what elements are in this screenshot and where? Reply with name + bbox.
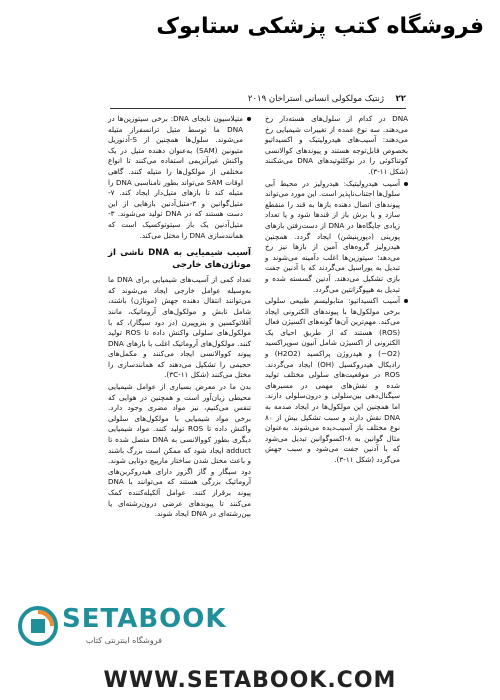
- setabook-logo: [18, 604, 227, 652]
- website-url[interactable]: WWW.SETABOOK.COM: [103, 668, 397, 693]
- bullet-item: متیلاسیون نابجای DNA: برخی سیتوزین‌ها در DNA ما توسط متیل ترانسفراز متیله می‌شوند. سلول‌ها همچنین از S-آدنوزیل متیونین (SAM) به‌عنوان دهنده متیل در یک واکنش غیرآنزیمی استفاده می‌کنند تا انواع مختلفی از مولکول‌ها را متیله کنند. گاهی اوقات SAM می‌تواند بطور نامناسبی DNA را متیله کند تا بازهای متیل‌دار ایجاد کند. ۷-متیل‌گوانین و ۳-متیل‌آدنین بازهایی از این دست هستند که در DNA تولید می‌شوند. ۳-متیل‌آدنین یک باز سیتوتوکسیک است که همانندسازی DNA را مختل می‌کند.: [108, 114, 251, 241]
- store-title: فروشگاه کتب پزشکی ستابوک: [156, 14, 484, 39]
- bullet-item: آسیب هیدرولیتیک: هیدرولیز در محیط آبی سلول‌ها اجتناب‌ناپذیر است. این مورد می‌تواند پیوندهای اتصال دهنده بازها به قند را منقطع سازد و یا برش باز از قندها شود و یا تعداد زیادی جایگاه‌ها در DNA از دست‌رفتن بازهای پورینی (دپورینیشن) ایجاد گردد. همچنین هیدرولیز گروه‌های آمین از بازها نیز رخ می‌دهد؛ سیتوزین‌ها اغلب دآمینه می‌شوند و تبدیل به یوراسیل می‌گردند که با آدنین جفت بازی تشکیل می‌دهند. آدنین گسسته شده و تبدیل به هیپوگزانتین می‌گردد.: [265, 179, 408, 296]
- top-banner: [0, 0, 500, 52]
- page-body: [108, 114, 408, 564]
- bullet-item: آسیب اکسیداتیو: متابولیسم طبیعی سلولی برخی مولکول‌ها با پیوندهای الکترونی ایجاد می‌کند. مهم‌ترین آن‌ها گونه‌های اکسیژن فعال (ROS) هستند که از طریق احیای یک الکترونی از اکسیژن شامل آنیون سوپراکسید (O2−) و هیدروژن پراکسید (H2O2) و رادیکال هیدروکسیل (OH) ایجاد می‌گردند. ROS در موقعیت‌های سلولی مختلف تولید شده و نقش‌های مهمی در مسیرهای سیگنال‌دهی بین‌سلولی و درون‌سلولی دارند. اما همچنین این مولکول‌ها در ایجاد صدمه به DNA نقش دارند و سبب تشکیل بیش از ۸۰ نوع مختلف باز آسیب‌دیده می‌شوند. به‌عنوان مثال گوانین به ۸-اکسوگوانین تبدیل می‌شود که با آدنین جفت می‌شود و سبب جهش می‌گردد (شکل ۱۱-۳).: [265, 296, 408, 466]
- logo-tagline: فروشگاه اینترنتی کتاب: [85, 636, 162, 645]
- paragraph: بدن ما در معرض بسیاری از عوامل شیمیایی محیطی زیان‌آور است و همچنین در هوایی که تنفس می‌کنیم، نیز مواد مضری وجود دارد. برخی مواد شیمیایی با مولکول‌های سلولی واکنش داده تا ROS تولید کنند. مواد شیمیایی دیگری بطور کووالانسی به DNA متصل شده تا adduct ایجاد شود که ممکن است بزرگ باشند و باعث مختل شدن ساختار مارپیچ دوتایی شوند. دود سیگار و گاز اگزوز دارای هیدروکربن‌های آروماتیک بزرگی هستند که می‌توانند با DNA پیوند برقرار کنند. عوامل آلکیله‌کننده کمک می‌کنند تا پیوندهای عرضی درون‌رشته‌ای یا بین‌رشته‌ای در DNA ایجاد شوند.: [108, 382, 251, 519]
- book-title: ژنتیک مولکولی انسانی استراخان ۲۰۱۹: [247, 94, 384, 104]
- right-column: [265, 114, 408, 467]
- section-heading: آسیب شیمیایی به DNA ناشی از موتاژن‌های خارجی: [108, 248, 251, 271]
- running-head: [110, 94, 406, 109]
- left-column: [108, 114, 251, 521]
- paragraph: تعداد کمی از آسیب‌های شیمیایی برای DNA ما به‌وسیله عوامل خارجی ایجاد می‌شوند که می‌توانند انتقال دهنده جهش (موتاژن) باشند، شامل تابش و مولکول‌های آروماتیک، مانند آفلاتوکسین و بنزوپیرن (در دود سیگار)، که با مولکول‌های سلولی واکنش داده تا ROS تولید کنند. مولکول‌های آروماتیک اغلب با بازهای DNA پیوند کووالانسی ایجاد می‌کنند و مکمل‌های حجیمی را تشکیل می‌دهند که همانندسازی را مختل می‌کنند (شکل ۱۱-۳C).: [108, 275, 252, 380]
- page-number: ۲۲: [395, 94, 406, 104]
- book-logo-icon: [18, 606, 58, 646]
- paragraph: DNA در کدام از سلول‌های هسته‌دار رخ می‌دهند. سه نوع عمده از تغییرات شیمیایی رخ می‌دهند: آسیب‌های هیدرولیتیک و اکسیداتیو بخصوص قابل‌توجه هستند و پیوندهای کوالانسی کوتناکوئی را در نوکلئوتیدهای DNA می‌شکنند (شکل ۱۱-۳).: [265, 114, 408, 176]
- logo-name: SETABOOK: [62, 604, 227, 634]
